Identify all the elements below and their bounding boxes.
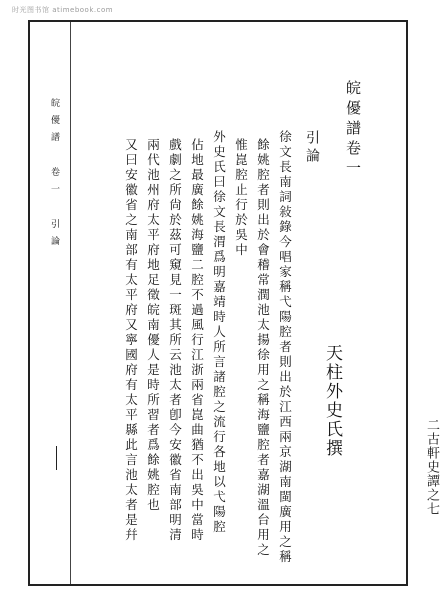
book-page: [28, 20, 439, 586]
series-title: 二古軒史譚之七: [424, 418, 439, 516]
watermark-text: 时光图书馆 atimebook.com: [12, 6, 114, 14]
text-column: 又曰安徽省之南部有太平府又寧國府有太平縣此言池太者是幷: [123, 138, 139, 543]
text-column: 佔地最廣餘姚海鹽二腔不過風行江浙兩省崑曲猶不出吳中當時: [189, 138, 205, 543]
chapter-title: 皖優譜卷一: [344, 80, 362, 180]
author-line: 天柱外史氏撰: [322, 344, 342, 458]
text-column: 惟崑腔止行於吳中: [233, 138, 249, 258]
text-column: 戲劇之所尙於茲可窺見一斑其所云池太者卽今安徽省南部明清: [167, 138, 183, 543]
text-column: 兩代池州府太平府地足徵皖南優人是時所習者爲餘姚腔也: [145, 138, 161, 513]
fold-margin-title: 皖優譜 卷一 引論: [49, 98, 59, 253]
fold-margin-mark: [56, 446, 57, 470]
text-column: 外史氏曰徐文長渭爲明嘉靖時人所言諸腔之流行各地以弋陽腔: [211, 130, 227, 535]
section-heading: 引論: [304, 130, 320, 166]
text-column: 徐文長南詞敍錄今唱家稱弋陽腔者則出於江西兩京湖南閩廣用之稱: [277, 130, 293, 565]
text-column: 餘姚腔者則出於會稽常潤池太揚徐用之稱海鹽腔者嘉湖溫台用之: [255, 138, 271, 558]
fold-margin-strip: [34, 22, 71, 584]
